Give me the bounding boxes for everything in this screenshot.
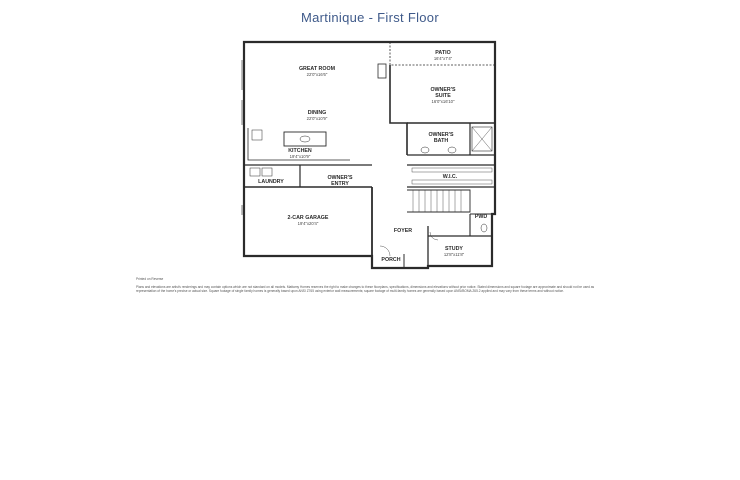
study-dim: 12'8"x11'8" (443, 252, 465, 257)
kitchen-dim: 19'4"x10'9" (289, 154, 311, 159)
bath-sink-2 (448, 147, 456, 153)
porch-label: PORCH (381, 257, 401, 263)
wic-shelf (412, 168, 492, 172)
dining-label: DINING (307, 110, 327, 116)
kitchen-sink (300, 136, 310, 142)
pwd-toilet (481, 224, 487, 232)
garage-dim: 19'4"x20'4" (297, 221, 319, 226)
kitchen-island (284, 132, 326, 146)
foyer-label: FOYER (393, 228, 413, 234)
patio-label: PATIO (435, 50, 451, 56)
suite-wall (390, 65, 407, 155)
great-room-dim: 22'0"x16'6" (306, 72, 328, 77)
range (252, 130, 262, 140)
owners-suite-label-1: OWNER'S (430, 87, 456, 93)
bath-sink (421, 147, 429, 153)
owners-bath-label-1: OWNER'S (428, 132, 454, 138)
page-title: Martinique - First Floor (301, 10, 439, 25)
owners-bath-label-2: BATH (433, 138, 449, 144)
dryer (262, 168, 272, 176)
stairs (407, 190, 470, 212)
laundry-label: LAUNDRY (258, 179, 284, 185)
owners-entry-label-1: OWNER'S (327, 175, 353, 181)
wic-label: W.I.C. (442, 174, 458, 180)
study-label: STUDY (445, 246, 463, 252)
owners-suite-label-2: SUITE (435, 93, 451, 99)
disclaimer-note: Plans and elevations are artist's renderings and may contain options which are not standard on all models. Mattamy Homes reserves the right to make changes to these floorplans, specifications, dimensions and elevations without prior notice. Stated dimensions and square footage are approximate and should not be used as representation of the home's precise or actual size. Square footage of single family homes is generally based upon ANSI Z765 using exterior wall measurements; square footage of multi-family homes are generally based upon ANSI/BOMA Z65.2 applied and may vary from these terms and without notice. (136, 285, 595, 293)
fireplace (378, 64, 386, 78)
owners-entry-label-2: ENTRY (331, 181, 349, 187)
kitchen-label: KITCHEN (288, 148, 312, 154)
garage-label: 2-CAR GARAGE (287, 215, 329, 221)
foyer-door-swing (380, 246, 390, 256)
patio-dim: 16'4"x7'4" (433, 56, 453, 61)
printed-note: Printed on Reverse (136, 277, 164, 281)
pwd-label: PWD (474, 214, 488, 220)
washer (250, 168, 260, 176)
dining-dim: 22'0"x10'9" (306, 116, 328, 121)
owners-suite-dim: 16'0"x16'10" (431, 99, 455, 104)
wic-shelf-2 (412, 180, 492, 184)
great-room-label: GREAT ROOM (298, 66, 336, 72)
